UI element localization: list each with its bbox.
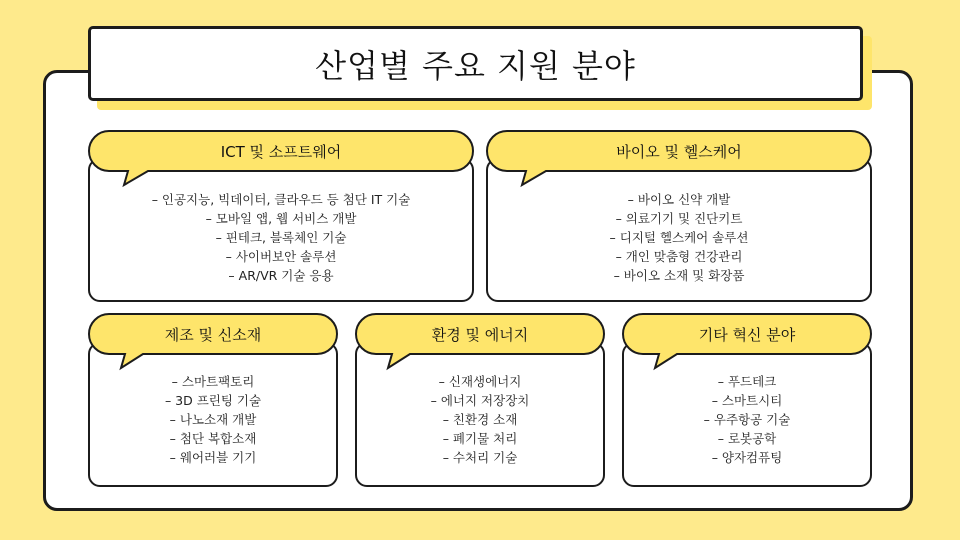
list-item: – 바이오 신약 개발: [627, 192, 731, 207]
page-title: 산업별 주요 지원 분야: [315, 46, 636, 85]
title-box: [88, 26, 863, 101]
section-heading: 바이오 및 헬스케어: [616, 142, 742, 161]
card-items: [90, 372, 336, 467]
list-item: – 첨단 복합소재: [169, 431, 257, 446]
list-item: – 스마트시티: [711, 393, 783, 408]
card-items: [357, 372, 603, 467]
list-item: – 3D 프린팅 기술: [164, 393, 262, 408]
bubble-environment: [355, 313, 605, 355]
list-item: – 디지털 헬스케어 솔루션: [609, 230, 749, 245]
bubble-manufacturing: [88, 313, 338, 355]
list-item: – 에너지 저장장치: [430, 393, 530, 408]
list-item: – 우주항공 기술: [703, 412, 791, 427]
list-item: – 양자컴퓨팅: [711, 450, 783, 465]
bubble-bio: [486, 130, 872, 172]
list-item: – 개인 맞춤형 건강관리: [615, 249, 743, 264]
card-items: [90, 190, 472, 285]
list-item: – 사이버보안 솔루션: [225, 249, 337, 264]
list-item: – 푸드테크: [717, 374, 777, 389]
bubble-ict: [88, 130, 474, 172]
list-item: – 의료기기 및 진단키트: [615, 211, 743, 226]
list-item: – 로봇공학: [717, 431, 777, 446]
list-item: – 폐기물 처리: [442, 431, 518, 446]
section-heading: 제조 및 신소재: [164, 325, 262, 344]
list-item: – 신재생에너지: [438, 374, 522, 389]
list-item: – 웨어러블 기기: [169, 450, 257, 465]
section-heading: ICT 및 소프트웨어: [220, 142, 342, 161]
list-item: – 인공지능, 빅데이터, 클라우드 등 첨단 IT 기술: [151, 192, 411, 207]
list-item: – 모바일 앱, 웹 서비스 개발: [205, 211, 357, 226]
list-item: – 스마트팩토리: [171, 374, 255, 389]
bubble-other: [622, 313, 872, 355]
section-heading: 환경 및 에너지: [431, 325, 529, 344]
list-item: – AR/VR 기술 응용: [228, 268, 334, 283]
list-item: – 바이오 소재 및 화장품: [613, 268, 745, 283]
card-items: [488, 190, 870, 285]
card-items: [624, 372, 870, 467]
list-item: – 나노소재 개발: [169, 412, 257, 427]
list-item: – 수처리 기술: [442, 450, 518, 465]
list-item: – 핀테크, 블록체인 기술: [215, 230, 347, 245]
list-item: – 친환경 소재: [442, 412, 518, 427]
section-heading: 기타 혁신 분야: [698, 325, 796, 344]
